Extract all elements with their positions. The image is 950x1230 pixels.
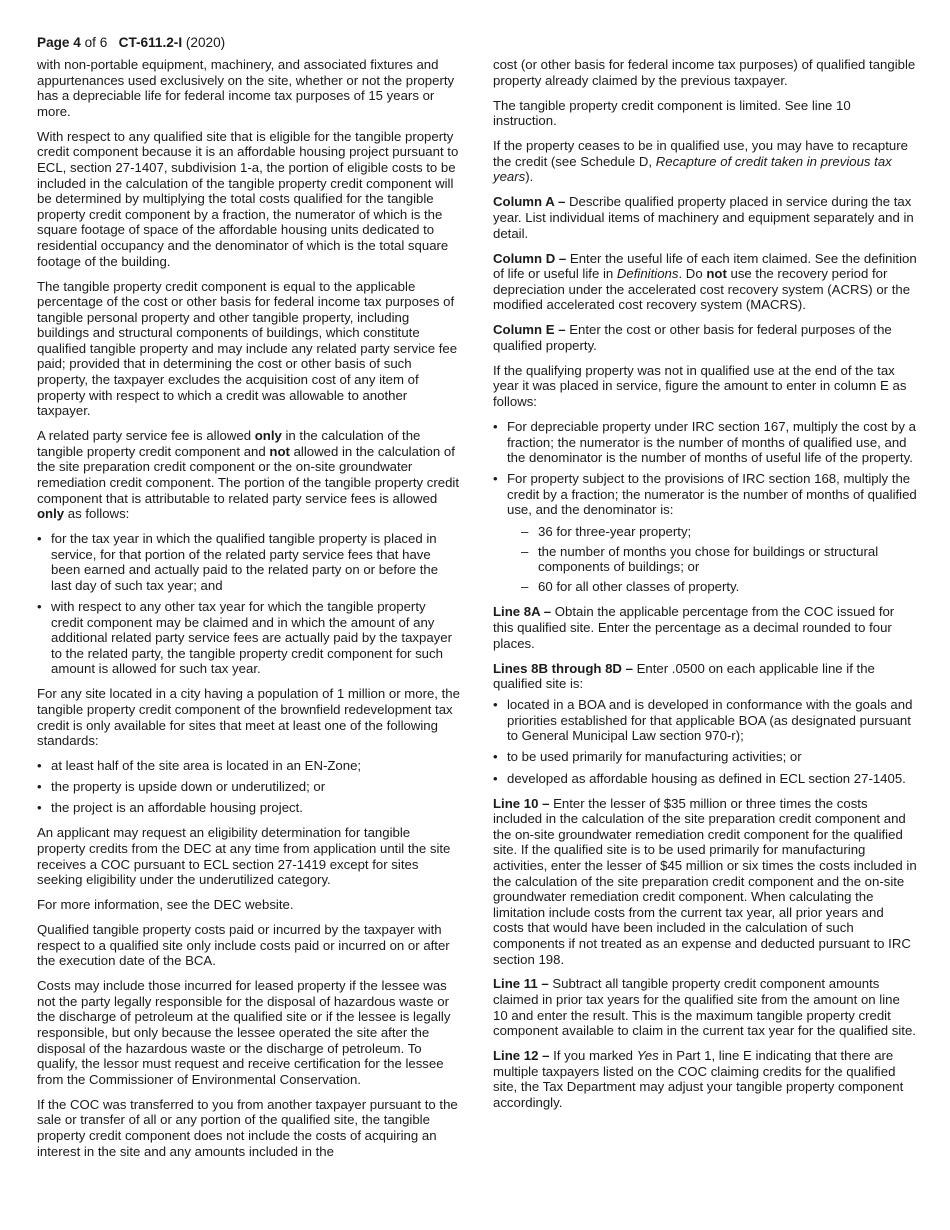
bullet-list <box>37 531 461 677</box>
right-column <box>493 57 918 1120</box>
list-item: • located in a BOA and is developed in conformance with the goals and priorities established for that applicable BOA (as designated pursuant to General Municipal Law section 970-r); <box>493 697 913 744</box>
list-item: • to be used primarily for manufacturing activities; or <box>493 749 802 765</box>
paragraph: An applicant may request an eligibility determination for tangible property credits from the DEC at any time from application until the site receives a COC pursuant to ECL section 27-1419 except for sites seeking eligibility under the underutilized category. <box>37 825 451 888</box>
line-11-instruction: Line 11 – Subtract all tangible property credit component amounts claimed in prior tax years for the qualified site from the amount on line 10 and enter the result. This is the maximum tangible property credit component available to claim in the current tax year for the qualified site. <box>493 976 916 1039</box>
paragraph: A related party service fee is allowed only in the calculation of the tangible property credit component and not allowed in the calculation of the site preparation credit component or the on-site groundwater remediation credit component. The portion of the tangible property credit component that is attributable to related party service fees is allowed only as follows: <box>37 428 459 522</box>
bullet-icon: • <box>493 697 498 713</box>
line-8a-instruction: Line 8A – Obtain the applicable percentage from the COC issued for this qualified site. Enter the percentage as a decimal rounded to four places. <box>493 604 895 651</box>
line-10-instruction: Line 10 – Enter the lesser of $35 million or three times the costs included in the calculation of the site preparation credit component and the on-site groundwater remediation credit component for the qualified site. If the qualified site is to be used primarily for manufacturing activities, enter the lesser of $45 million or six times the costs included in the calculation of the site preparation credit component and the on-site groundwater remediation credit component. When calculating the limitation include costs from the current tax year, all prior years and costs that would have been included in the calculation of such components if not treated as an expense and deducted pursuant to IRC section 198. <box>493 795 917 967</box>
bullet-list <box>493 419 918 595</box>
list-item: • the property is upside down or underutilized; or <box>37 779 326 795</box>
dash-list <box>521 524 918 595</box>
page-header <box>37 35 225 51</box>
list-item: • with respect to any other tax year for which the tangible property credit component may be claimed and in which the amount of any additional related party service fees are actually paid by the taxpayer to the related party, the tangible property credit component for such amount is allowed for such tax year. <box>37 599 452 677</box>
bullet-list <box>493 697 918 786</box>
paragraph: If the property ceases to be in qualified use, you may have to recapture the credit (see Schedule D, Recapture of credit taken in previous tax years). <box>493 138 908 185</box>
line-8b-8d-instruction: Lines 8B through 8D – Enter .0500 on each applicable line if the qualified site is: <box>493 660 875 692</box>
bullet-icon: • <box>493 419 498 435</box>
bullet-icon: • <box>37 758 42 774</box>
bullet-icon: • <box>493 471 498 487</box>
bullet-icon: • <box>37 779 42 795</box>
list-item: • developed as affordable housing as defined in ECL section 27-1405. <box>493 770 906 786</box>
list-item: – 60 for all other classes of property. <box>521 579 740 595</box>
dash-icon: – <box>521 543 529 559</box>
list-item: • the project is an affordable housing project. <box>37 800 303 816</box>
bullet-icon: • <box>37 599 42 615</box>
list-item: – the number of months you chose for buildings or structural components of buildings; or <box>521 543 879 575</box>
list-item: • For property subject to the provisions of IRC section 168, multiply the credit by a fraction; the numerator is the number of months of qualified use, and the denominator is: – 36 for three-year property; – the number of months you chose for buildings or structural components of buildings; or – 60 for all other classes of property. <box>493 471 917 595</box>
list-item: • for the tax year in which the qualified tangible property is placed in service, for that portion of the related party service fees that have been earned and actually paid to the related party on or before the last day of such tax year; and <box>37 531 439 593</box>
paragraph: If the COC was transferred to you from another taxpayer pursuant to the sale or transfer of all or any portion of the qualified site, the tangible property credit component does not include the costs of acquiring an interest in the site and any amounts included in the <box>37 1096 458 1159</box>
column-e-instruction: Column E – Enter the cost or other basis for federal purposes of the qualified property. <box>493 322 892 353</box>
bullet-list <box>37 758 461 816</box>
paragraph: The tangible property credit component is limited. See line 10 instruction. <box>493 97 851 129</box>
bullet-icon: • <box>493 770 498 786</box>
paragraph: The tangible property credit component is equal to the applicable percentage of the cost or other basis for federal income tax purposes of tangible personal property and other tangible property, including buildings and structural components of buildings, which constitute qualified tangible property and may include any related party service fee paid; provided that in determining the cost or other basis of such property, the taxpayer excludes the acquisition cost of any item of property with respect to which a credit was allowable to another taxpayer. <box>37 278 458 419</box>
paragraph: For any site located in a city having a population of 1 million or more, the tangible property credit component of the brownfield redevelopment tax credit is only available for sites that meet at least one of the following standards: <box>37 686 460 749</box>
form-id: CT-611.2-I <box>118 35 183 50</box>
dash-icon: – <box>521 523 529 539</box>
paragraph: Qualified tangible property costs paid or incurred by the taxpayer with respect to a qualified site only include costs paid or incurred on or after the execution date of the BCA. <box>37 922 450 969</box>
column-a-instruction: Column A – Describe qualified property placed in service during the tax year. List individual items of machinery and equipment separately and in detail. <box>493 194 914 241</box>
list-item: • at least half of the site area is located in an EN-Zone; <box>37 758 362 774</box>
bullet-icon: • <box>37 531 42 547</box>
line-12-instruction: Line 12 – If you marked Yes in Part 1, line E indicating that there are multiple taxpayers listed on the COC claiming credits for the qualified site, the Tax Department may adjust your tangible property component accordingly. <box>493 1048 904 1111</box>
list-item: • For depreciable property under IRC section 167, multiply the cost by a fraction; the numerator is the number of months of qualified use, and the denominator is the number of months of useful life of the property. <box>493 419 917 466</box>
paragraph: Costs may include those incurred for leased property if the lessee was not the party legally responsible for the disposal of hazardous waste or the discharge of petroleum at the qualified site or if the lessee is legally responsible, but only because the lessee operated the site after the disposal of the hazardous waste or the discharge of petroleum. To qualify, the lessor must request and receive certification for the lessee from the Commissioner of Environmental Conservation. <box>37 978 451 1087</box>
column-d-instruction: Column D – Enter the useful life of each item claimed. See the definition of life or useful life in Definitions. Do not use the recovery period for depreciation under the accelerated cost recovery system (ACRS) or the modified accelerated cost recovery system (MACRS). <box>493 250 917 313</box>
left-column <box>37 57 461 1169</box>
bullet-icon: • <box>493 749 498 765</box>
paragraph: with non-portable equipment, machinery, and associated fixtures and appurtenances used exclusively on the site, whether or not the property has a depreciable life for federal income tax purposes of 15 years or more. <box>37 57 455 119</box>
dash-icon: – <box>521 579 529 595</box>
list-item: – 36 for three-year property; <box>521 523 692 539</box>
paragraph: For more information, see the DEC website. <box>37 897 294 913</box>
page-number: Page 4 <box>37 35 81 50</box>
paragraph: If the qualifying property was not in qualified use at the end of the tax year it was placed in service, figure the amount to enter in column E as follows: <box>493 362 907 410</box>
form-year: (2020) <box>182 35 226 50</box>
paragraph: cost (or other basis for federal income tax purposes) of qualified tangible property already claimed by the previous taxpayer. <box>493 57 916 88</box>
paragraph: With respect to any qualified site that is eligible for the tangible property credit component because it is an affordable housing project pursuant to ECL, section 27-1407, subdivision 1-a, the portion of eligible costs to be included in the calculation of the tangible property credit component will be determined by multiplying the total costs qualified for the tangible property credit component by a fraction, the numerator of which is the square footage of space of the affordable housing units dedicated to residential occupancy and the denominator of which is the total square footage of the building. <box>37 128 459 269</box>
page-total: of 6 <box>80 35 108 50</box>
bullet-icon: • <box>37 800 42 816</box>
